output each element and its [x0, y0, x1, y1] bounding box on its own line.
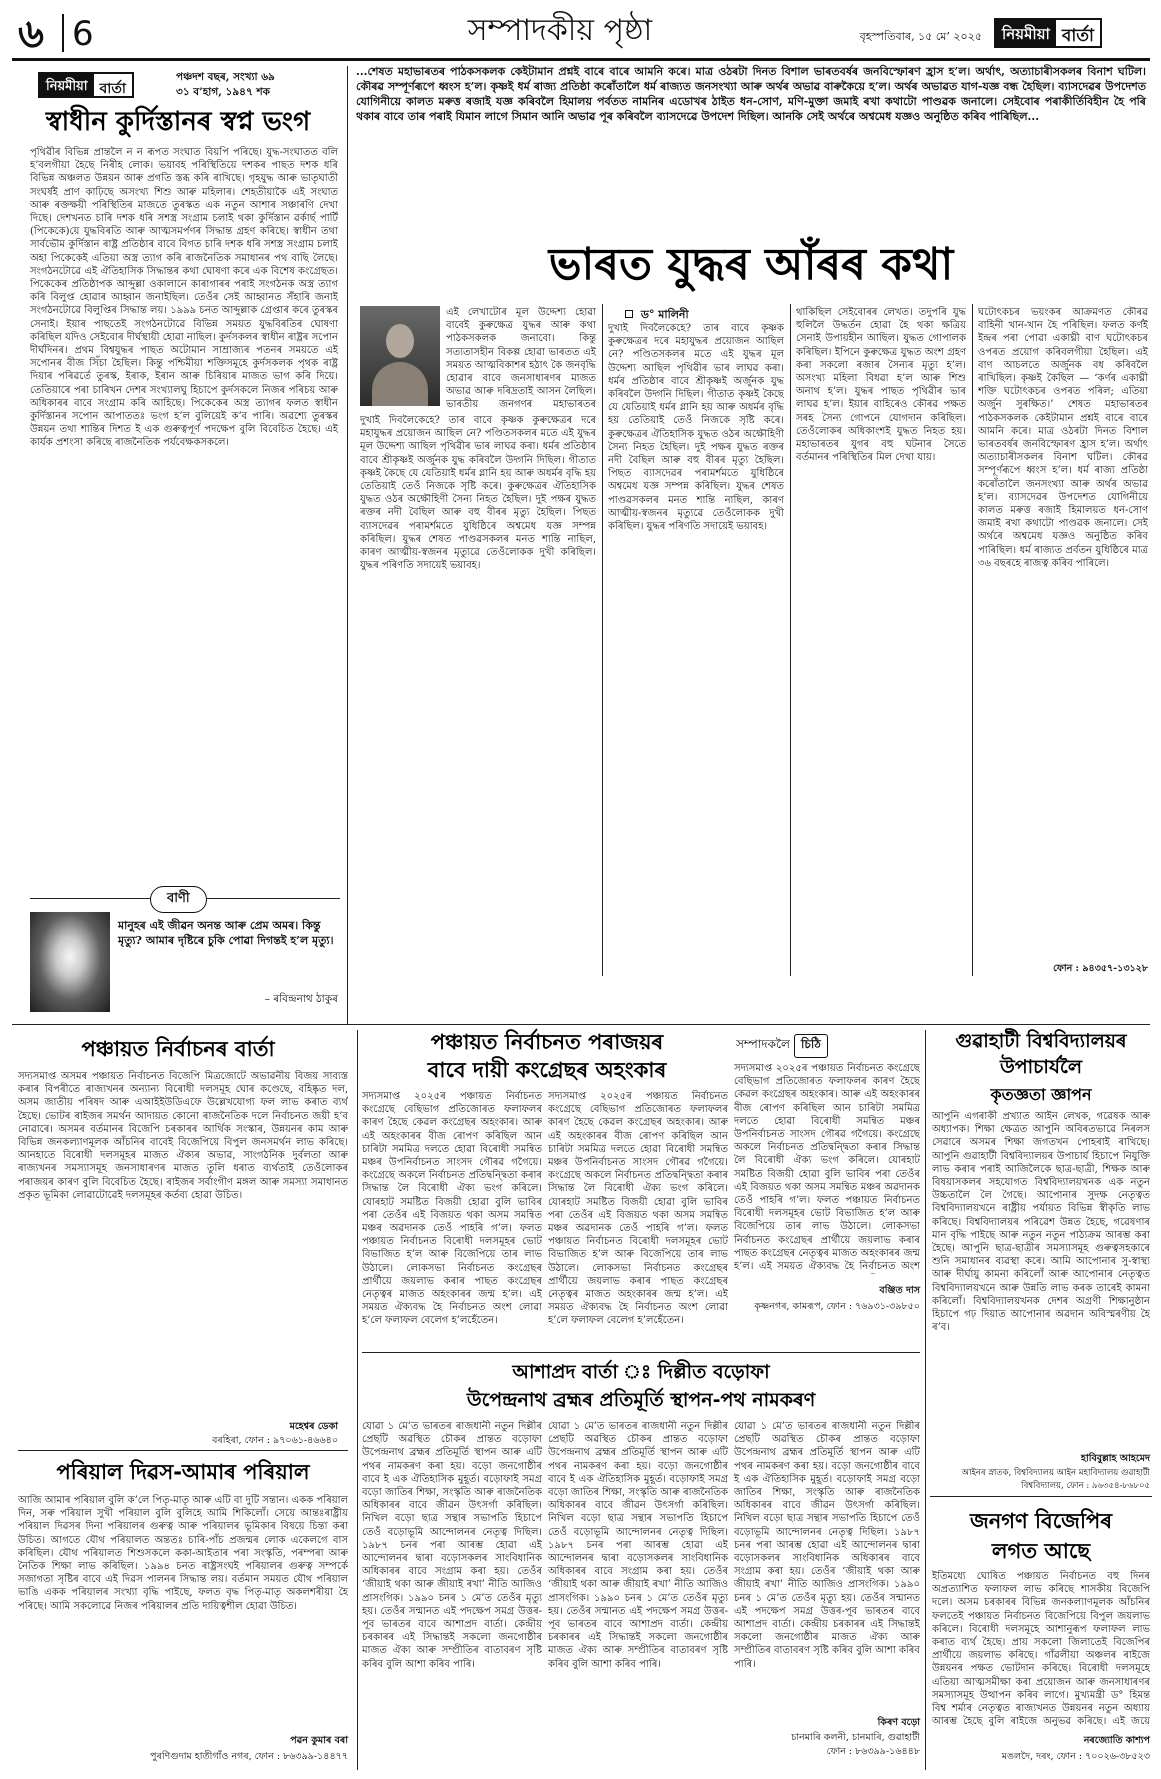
- gu-subtitle: কৃতজ্ঞতা জ্ঞাপন: [990, 1085, 1092, 1104]
- gu-bottom-rule: [930, 1496, 1152, 1497]
- left-news-title: পঞ্চায়ত নিৰ্বাচনৰ বাৰ্তা: [81, 1037, 275, 1061]
- congress-place: কৃষ্ণনগৰ, কামৰূপ, ফোন : ৭৬৯৩১-৩৯৮৫০: [754, 1301, 920, 1312]
- congress-body-col3: [734, 1062, 920, 1274]
- column-rule-bottom-1: [357, 1030, 358, 1770]
- bodofa-body-text-2: যোৱা ১ মে’ত ভাৰতৰ ৰাজধানী নতুন দিল্লীৰ প্ৰেছটি অৱস্থিত চৌকৰ প্ৰান্তত বড়োফা উপেন্দ্ৰনাথ ব্ৰহ্মৰ প্ৰতিমূৰ্তি স্থাপন আৰু এটি পথৰ নামকৰণ কৰা হয়। বড়ো জনগোষ্ঠীৰ বাবে ই এক ঐতিহাসিক মুহূৰ্ত। বড়োফাই সমগ্ৰ বড়ো জাতিৰ শিক্ষা, সংস্কৃতি আৰু ৰাজনৈতিক অধিকাৰৰ বাবে জীৱন উৎসৰ্গা কৰিছিল। নিখিল বড়ো ছাত্ৰ সন্থাৰ সভাপতি হিচাপে তেওঁ বড়োভূমি আন্দোলনৰ নেতৃত্ব দিছিল। ১৯৮৭ চনৰ পৰা আৰম্ভ হোৱা এই আন্দোলনৰ দ্বাৰা বড়োসকলৰ সাংবিধানিক অধিকাৰৰ বাবে সংগ্ৰাম কৰা হয়। তেওঁৰ ‘জীয়াই থকা আৰু জীয়াই ৰখা’ নীতি আজিও প্ৰাসংগিক। ১৯৯০ চনৰ ১ মে’ত তেওঁৰ মৃত্যু হয়। তেওঁৰ সন্মানত এই পদক্ষেপ সমগ্ৰ উত্তৰ-পূব ভাৰতৰ বাবে আশাপ্ৰদ বাৰ্তা। কেন্দ্ৰীয় চৰকাৰৰ এই সিদ্ধান্তই সকলো জনগোষ্ঠীৰ মাজত ঐক্য আৰু সম্প্ৰীতিৰ বাতাবৰণ সৃষ্টি কৰিব বুলি আশা কৰিব পাৰি।: [548, 1421, 728, 1670]
- feature-author: ড° মালিনী: [640, 308, 689, 321]
- congress-title: [362, 1028, 732, 1084]
- feature-body-a2-text: দুখাই দিবলৈকেহে? তাৰ বাবে কৃষ্ণক কুৰুক্ষেত্ৰৰ দৰে মহাযুদ্ধৰ প্ৰয়োজন আছিল নে? পণ্ডিতসকলৰ মতে এই যুদ্ধৰ মূল উদ্দেশ্য আছিল পৃথিৱীৰ ভাৰ লাঘৱ কৰা। ধৰ্মৰ প্ৰতিষ্ঠাৰ বাবে শ্ৰীকৃষ্ণই অৰ্জুনক যুদ্ধ কৰিবলৈ উদ্গনি দিছিল। গীতাত কৃষ্ণই কৈছে যে যেতিয়াই ধৰ্মৰ গ্লানি হয় আৰু অধৰ্মৰ বৃদ্ধি হয় তেতিয়াই তেওঁ নিজকে সৃষ্টি কৰে। কুৰুক্ষেত্ৰৰ ঐতিহাসিক যুদ্ধত ওঠৰ অক্ষৌহিণী সৈন্য নিহত হৈছিল। দুই পক্ষৰ যুদ্ধত ৰক্তৰ নদী বৈছিল আৰু বহু বীৰৰ মৃত্যু হৈছিল। পিছত ব্যাসদেৱৰ পৰামৰ্শমতে যুধিষ্ঠিৰে অশ্বমেধ যজ্ঞ সম্পন্ন কৰিছিল। যুদ্ধৰ শেষত পাণ্ডৱসকলৰ মনত শান্তি নাছিল, কাৰণ আত্মীয়-স্বজনৰ মৃত্যুৱে তেওঁলোকক দুখী কৰিছিল। যুদ্ধৰ পৰিণতি সদায়েই ভয়াবহ।: [360, 415, 596, 572]
- bodofa-title: [362, 1358, 920, 1414]
- gu-byline: হাবিবুল্লাহ আহমেদ: [1080, 1453, 1150, 1464]
- bodofa-title-line2: উপেন্দ্ৰনাথ ব্ৰহ্মৰ প্ৰতিমূৰ্তি স্থাপন-পথ নামকৰণ: [466, 1389, 816, 1411]
- left-news-place: বৰহিৰা, ফোন : ৯৭০৬১-৪৬৬৪০: [212, 1435, 338, 1446]
- bjp-body: ইতিমধ্যে ঘোষিত পঞ্চায়ত নিৰ্বাচনত বহু দিনৰ অপ্ৰত্যাশিত ফলাফল লাভ কৰিছে শাসকীয় বিজেপি দলে। অসম চৰকাৰৰ বিভিন্ন জনকল্যাণমূলক আঁচনিৰ ফলতেই পঞ্চায়ত নিৰ্বাচনত বিজেপিয়ে বিপুল জয়লাভ কৰিলে। বিৰোধী দলসমূহে আশানুৰূপ ফলাফল লাভ কৰাত ব্যৰ্থ হৈছে। প্ৰায় সকলো জিলাতেই বিজেপিৰ প্ৰাৰ্থীয়ে জয়লাভ কৰিছে। গাঁৱলীয়া অঞ্চলৰ ৰাইজে উন্নয়নৰ পক্ষত ভোটদান কৰিছে। বিৰোধী দলসমূহে এতিয়া আত্মসমীক্ষা কৰা প্ৰয়োজন আৰু জনসাধাৰণৰ সমস্যাসমূহ উত্থাপন কৰিব লাগে। মুখ্যমন্ত্ৰী ড° হিমন্ত বিশ্ব শৰ্মাৰ নেতৃত্বত ৰাজ্যখনত উন্নয়নৰ নতুন অধ্যায় আৰম্ভ হৈছে বুলি ৰাইজে অনুভৱ কৰিছে। এই জয়ে: [932, 1571, 1150, 1728]
- congress-body-text-1: সদ্যসমাপ্ত ২০২৫ৰ পঞ্চায়ত নিৰ্বাচনত কংগ্ৰেছে বেছিভাগ প্ৰতিজোৰত ফলাফলৰ কাৰণ হৈছে কেৱল কংগ্ৰেছৰ অহংকাৰ। আৰু এই অহংকাৰৰ বীজ ৰোপণ কৰিছিল আন চাৰিটা সমমিত্ৰ দলতে হোৱা বিৰোধী সমন্বিত মঞ্চৰ উপনিৰ্বাচনত সাংসদ গৌৰৱ গগৈয়ে। কংগ্ৰেছে অকলে নিৰ্বাচনত প্ৰতিদ্বন্দ্বিতা কৰাৰ সিদ্ধান্ত লৈ বিৰোধী ঐক্য ভংগ কৰিলে। যোৰহাট সমষ্টিত বিজয়ী হোৱা বুলি ভাবিৰ পৰা তেওঁৰ এই বিজয়ত থকা অসম সমন্বিত মঞ্চৰ অৱদানক তেওঁ পাহৰি গ’ল। ফলত পঞ্চায়ত নিৰ্বাচনত বিৰোধী দলসমূহৰ ভোট বিভাজিত হ’ল আৰু বিজেপিয়ে তাৰ লাভ উঠালে। লোকসভা নিৰ্বাচনত কংগ্ৰেছৰ প্ৰাৰ্থীয়ে জয়লাভ কৰাৰ পাছত কংগ্ৰেছৰ নেতৃত্বৰ মাজত অহংকাৰৰ জন্ম হ’ল। এই সময়ত ঐক্যবদ্ধ হৈ নিৰ্বাচনত অংশ লোৱা হ’লে ফলাফল বেলেগ হ’লহেঁতেন।: [362, 1091, 542, 1327]
- quote-image: [30, 912, 110, 1012]
- bjp-byline: নৰজ্যোতি কাশ্যপ: [1083, 1735, 1150, 1746]
- bjp-title-line1: জনগণ বিজেপিৰ: [969, 1509, 1113, 1533]
- brand-logo: [994, 18, 1102, 48]
- author-photo: [360, 306, 440, 406]
- column-rule-bottom-2: [925, 1030, 926, 1770]
- letters-label: [736, 1034, 828, 1058]
- bjp-title: [930, 1506, 1152, 1566]
- feature-body-c: থাকিছিল সেইবোৰৰ লেখত। তদুপৰি যুদ্ধ হুলিলৈ উদ্ধৰ্তন হোৱা হৈ থকা ক্ষত্ৰিয় সেনাই উপায়হীন আছিল। যুদ্ধত গোপালক কৰিছিল। ইপিনে কুৰুক্ষেত্ৰ যুদ্ধত অংশ গ্ৰহণ কৰা সকলো ৰজাৰ সৈন্যৰ মৃত্যু হ’ল। অসংখ্য মহিলা বিধৱা হ’ল আৰু শিশু অনাথ হ’ল। যুদ্ধৰ পাছত পৃথিৱীৰ ভাৰ লাঘৱ হ’ল। ইয়াৰ বাহিৰেও কৌৰৱ পক্ষত সৰহ সৈন্য গোপনে যোগদান কৰিছিল। তেওঁলোকৰ অধিকাংশই যুদ্ধত নিহত হয়। মহাভাৰতৰ যুগৰ বহু ঘটনাৰ সৈতে বৰ্তমানৰ পৰিস্থিতিৰ মিল দেখা যায়।: [796, 307, 966, 464]
- bodofa-byline: কিৰণ বড়ো: [877, 1717, 920, 1728]
- author-photo-body: [372, 362, 428, 406]
- editorial-brand-logo: [38, 72, 134, 98]
- left-news-byline: মহেশ্বৰ ডেকা: [289, 1421, 338, 1432]
- brand-logo-part2: বাৰ্তা: [1056, 20, 1100, 46]
- feature-rule-3: [972, 304, 973, 976]
- feature-rule-1: [602, 304, 603, 976]
- gu-title: [930, 1028, 1152, 1080]
- bjp-place: মঙলদৈ, দৰং, ফোন : ৭০০২৬-৩৮৫২৩: [1001, 1751, 1150, 1762]
- author-photo-face: [386, 324, 414, 358]
- editorial-brand-part1: নিয়মীয়া: [40, 74, 94, 96]
- bodofa-body-text-3: যোৱা ১ মে’ত ভাৰতৰ ৰাজধানী নতুন দিল্লীৰ প্ৰেছটি অৱস্থিত চৌকৰ প্ৰান্তত বড়োফা উপেন্দ্ৰনাথ ব্ৰহ্মৰ প্ৰতিমূৰ্তি স্থাপন আৰু এটি পথৰ নামকৰণ কৰা হয়। বড়ো জনগোষ্ঠীৰ বাবে ই এক ঐতিহাসিক মুহূৰ্ত। বড়োফাই সমগ্ৰ বড়ো জাতিৰ শিক্ষা, সংস্কৃতি আৰু ৰাজনৈতিক অধিকাৰৰ বাবে জীৱন উৎসৰ্গা কৰিছিল। নিখিল বড়ো ছাত্ৰ সন্থাৰ সভাপতি হিচাপে তেওঁ বড়োভূমি আন্দোলনৰ নেতৃত্ব দিছিল। ১৯৮৭ চনৰ পৰা আৰম্ভ হোৱা এই আন্দোলনৰ দ্বাৰা বড়োসকলৰ সাংবিধানিক অধিকাৰৰ বাবে সংগ্ৰাম কৰা হয়। তেওঁৰ ‘জীয়াই থকা আৰু জীয়াই ৰখা’ নীতি আজিও প্ৰাসংগিক। ১৯৯০ চনৰ ১ মে’ত তেওঁৰ মৃত্যু হয়। তেওঁৰ সন্মানত এই পদক্ষেপ সমগ্ৰ উত্তৰ-পূব ভাৰতৰ বাবে আশাপ্ৰদ বাৰ্তা। কেন্দ্ৰীয় চৰকাৰৰ এই সিদ্ধান্তই সকলো জনগোষ্ঠীৰ মাজত ঐক্য আৰু সম্প্ৰীতিৰ বাতাবৰণ সৃষ্টি কৰিব বুলি আশা কৰিব পাৰি।: [734, 1421, 920, 1670]
- feature-body-d: ঘটোৎকচৰ ভয়ংকৰ আক্ৰমণত কৌৰৱ বাহিনী খান-খান হৈ পৰিছিল। ফলত কৰ্ণই ইন্দ্ৰৰ পৰা পোৱা একাঘ্নী বাণ ঘটোৎকচৰ ওপৰত প্ৰয়োগ কৰিবলগীয়া হৈছিল। এই বাণ আচলতে অৰ্জুনক বধ কৰিবলৈ ৰাখিছিল। কৃষ্ণই কৈছিল — ‘কৰ্ণৰ একাঘ্নী শক্তি ঘটোৎকচৰ ওপৰত পৰিল; এতিয়া অৰ্জুন সুৰক্ষিত।’ শেষত মহাভাৰতৰ পাঠকসকলক কেইটামান প্ৰশ্নই বাৰে বাৰে আমনি কৰে। মাত্ৰ ওঠৰটা দিনত বিশাল ভাৰতবৰ্ষৰ জনবিস্ফোৰণ হ্ৰাস হ’ল। অৰ্থাৎ অত্যাচাৰীসকলৰ বিনাশ ঘটিল। কৌৰৱ সম্পূৰ্ণৰূপে ধ্বংস হ’ল। ধৰ্ম ৰাজ্য প্ৰতিষ্ঠা কৰোঁতালৈ জনসংখ্যা আৰু অৰ্থৰ অভাৱ হ’ল। ব্যাসদেৱৰ উপদেশত যোগিনীয়ে কালত মৰুত্ত ৰজাই হিমালয়ত ধন-সোণ জমাই ৰখা কথাটো পাণ্ডৱক জনালে। সেই অৰ্থৰে অশ্বমেধ যজ্ঞও অনুষ্ঠিত কৰিব পাৰিছিল। ধৰ্ম ৰাজ্যত প্ৰৰ্বতন যুধিষ্ঠিৰে মাত্ৰ ৩৬ বছৰহে ৰাজত্ব কৰিব পাৰিলে।: [978, 307, 1148, 569]
- masthead-date: বৃহস্পতিবাৰ, ১৫ মে’ ২০২৫: [859, 30, 982, 43]
- gu-title-line1: গুৱাহাটী বিশ্ববিদ্যালয়ৰ: [955, 1030, 1127, 1052]
- masthead-rule: [12, 58, 1150, 61]
- editorial-title: স্বাধীন কুৰ্দিস্তানৰ স্বপ্ন ভংগ: [45, 107, 311, 137]
- gu-title-line2: উপাচাৰ্যলৈ: [999, 1056, 1083, 1078]
- volume-line1: পঞ্চদশ বছৰ, সংখ্যা ৬৯: [176, 71, 275, 83]
- family-place: পুৰণিগুদাম হাতীগাঁও নগৰ, ফোন : ৮৬৩৯৯-১৪৪৭৭: [150, 1751, 348, 1762]
- bodofa-body-col2: [548, 1420, 728, 1760]
- feature-body-a2: [360, 414, 596, 974]
- bodofa-body-col3: [734, 1420, 920, 1710]
- bodofa-title-line1: আশাপ্ৰদ বাৰ্তা ঃ দিল্লীত বড়োফা: [512, 1361, 770, 1383]
- bodofa-body-text-1: যোৱা ১ মে’ত ভাৰতৰ ৰাজধানী নতুন দিল্লীৰ প্ৰেছটি অৱস্থিত চৌকৰ প্ৰান্তত বড়োফা উপেন্দ্ৰনাথ ব্ৰহ্মৰ প্ৰতিমূৰ্তি স্থাপন আৰু এটি পথৰ নামকৰণ কৰা হয়। বড়ো জনগোষ্ঠীৰ বাবে ই এক ঐতিহাসিক মুহূৰ্ত। বড়োফাই সমগ্ৰ বড়ো জাতিৰ শিক্ষা, সংস্কৃতি আৰু ৰাজনৈতিক অধিকাৰৰ বাবে জীৱন উৎসৰ্গা কৰিছিল। নিখিল বড়ো ছাত্ৰ সন্থাৰ সভাপতি হিচাপে তেওঁ বড়োভূমি আন্দোলনৰ নেতৃত্ব দিছিল। ১৯৮৭ চনৰ পৰা আৰম্ভ হোৱা এই আন্দোলনৰ দ্বাৰা বড়োসকলৰ সাংবিধানিক অধিকাৰৰ বাবে সংগ্ৰাম কৰা হয়। তেওঁৰ ‘জীয়াই থকা আৰু জীয়াই ৰখা’ নীতি আজিও প্ৰাসংগিক। ১৯৯০ চনৰ ১ মে’ত তেওঁৰ মৃত্যু হয়। তেওঁৰ সন্মানত এই পদক্ষেপ সমগ্ৰ উত্তৰ-পূব ভাৰতৰ বাবে আশাপ্ৰদ বাৰ্তা। কেন্দ্ৰীয় চৰকাৰৰ এই সিদ্ধান্তই সকলো জনগোষ্ঠীৰ মাজত ঐক্য আৰু সম্প্ৰীতিৰ বাতাবৰণ সৃষ্টি কৰিব বুলি আশা কৰিব পাৰি।: [362, 1421, 542, 1670]
- family-body: আজি আমাৰ পৰিয়াল বুলি ক’লে পিতৃ-মাতৃ আৰু এটি বা দুটি সন্তান। একক পৰিয়াল দিন, সৰু পৰিয়াল সুখী পৰিয়াল বুলি বুলিহে আমি শিকিলোঁ। সেয়ে আন্তঃৰাষ্ট্ৰীয় পৰিয়াল দিৱসৰ দিনা পৰিয়ালৰ গুৰুত্ব আৰু পৰিয়ালৰ ভূমিকাৰ বিষয়ে চিন্তা কৰা উচিত। আগতে যৌথ পৰিয়ালত অন্ততঃ চাৰি-পাঁচ প্ৰজন্মৰ লোক একেলগে বাস কৰিছিল। যৌথ পৰিয়ালত শিশুসকলে ককা-আইতাৰ পৰা সংস্কৃতি, পৰম্পৰা আৰু নৈতিক শিক্ষা লাভ কৰিছিল। ১৯৯৪ চনত ৰাষ্ট্ৰসংঘই পৰিয়ালৰ গুৰুত্ব সম্পৰ্কে সজাগতা সৃষ্টিৰ বাবে এই দিৱস পালনৰ সিদ্ধান্ত লয়। বৰ্তমান সময়ত যৌথ পৰিয়াল ভাঙি একক পৰিয়ালৰ সংখ্যা বৃদ্ধি পাইছে, ফলত বৃদ্ধ পিতৃ-মাতৃ অকলশৰীয়া হৈ পৰিছে। আমি সকলোৱে নিজৰ পৰিয়ালৰ প্ৰতি দায়িত্বশীল হোৱা উচিত।: [18, 1495, 348, 1612]
- family-byline: পৱন কুমাৰ বৰা: [290, 1735, 348, 1746]
- section-title: সম্পাদকীয় পৃষ্ঠা: [467, 13, 653, 48]
- bjp-title-line2: লগত আছে: [991, 1539, 1091, 1563]
- feature-phone: ফোন : ৯৪৩৫৭-১৩১২৮: [1053, 963, 1148, 974]
- feature-intro: ...শেষত মহাভাৰতৰ পাঠকসকলক কেইটামান প্ৰশ্নই বাৰে বাৰে আমনি কৰে। মাত্ৰ ওঠৰটা দিনত বিশাল ভাৰতবৰ্ষৰ জনবিস্ফোৰণ হ্ৰাস হ’ল। অৰ্থাৎ, অত্যাচাৰীসকলৰ বিনাশ ঘটিল। কৌৰৱ সম্পূৰ্ণৰূপে ধ্বংস হ’ল। কৃষ্ণই ধৰ্ম ৰাজ্য প্ৰতিষ্ঠা কৰোঁতালৈ ধৰ্ম ৰাজ্যত জনসংখ্যা আৰু অৰ্থৰ অভাৱ বাৰুকৈয়ে হ’ল। অৰ্থৰ অভাৱত যাগ-যজ্ঞ বন্ধ হৈছিল। ব্যাসদেৱৰ উপদেশত যোগিনীয়ে কালত মৰুত্ত ৰজাই যজ্ঞ কৰিবলৈ হিমালয় পৰ্বতত নামনিৰ এডোখৰ ঠাইত ধন-সোণ, মণি-মুক্তা জমাই ৰখা কথাটো পাণ্ডৱক জনালে। সেইবোৰ পৰাকীৰ্তিবিহীন হৈ পৰি থকাৰ বাবে তাৰ পৰাই যিমান লাগে সিমান আনি অভাৱ পূৰ কৰিবলৈ ব্যাসদেৱে উপদেশ দিছিল। আনকি সেই অৰ্থৰে অশ্বমেধ যজ্ঞও অনুষ্ঠিত কৰিব পাৰিছিল...: [356, 65, 1146, 123]
- congress-title-line1: পঞ্চায়ত নিৰ্বাচনত পৰাজয়ৰ: [430, 1030, 664, 1054]
- editorial-body: পৃথিৱীৰ বিভিন্ন প্ৰান্তলৈ ন ন ৰূপত সংঘাত বিয়পি পৰিছে। যুদ্ধ-সংঘাতত বলি হ’বলগীয়া হৈছে নিৰীহ লোক। ভয়াবহ পৰিস্থিতিয়ে দশকৰ পাছত দশক ধৰি বিভিন্ন অঞ্চলত উন্নয়ন আৰু প্ৰগতি স্তব্ধ কৰি ৰাখিছে। গৃহযুদ্ধ আৰু ভাতৃঘাতী সংঘৰ্ষই প্ৰাণ কাঢ়িছে অসংখ্য শিশু আৰু মহিলাৰ। শেহতীয়াকৈ এই সংঘাত আৰু ৰক্তক্ষয়ী পৰিস্থিতিৰ মাজতে তুৰস্কত এক নতুন আশাৰ সঞ্চাৰণি দেখা দিছে। দেশখনত চাৰি দশক ধৰি সশস্ত্ৰ সংগ্ৰাম চলাই থকা কুৰ্দিস্তান ৱৰ্কাৰ্ছ পাৰ্টি (পিকেকে)য়ে যুদ্ধবিৰতি আৰু আত্মসমৰ্পণৰ সিদ্ধান্ত গ্ৰহণ কৰিছে। স্বাধীন তথা সাৰ্বভৌম কুৰ্দিস্তান ৰাষ্ট্ৰ প্ৰতিষ্ঠাৰ বাবে বিগত চাৰি দশক ধৰি সশস্ত্ৰ সংগ্ৰাম চলাই অহা পিকেকেই এতিয়া অস্ত্ৰ ত্যাগ কৰি ৰাজনৈতিক সমাধানৰ পথ বাছি লৈছে। সংগঠনটোৱে এই ঐতিহাসিক সিদ্ধান্তৰ কথা ঘোষণা কৰে এক বিশেষ কংগ্ৰেছত। পিকেকেৰ প্ৰতিষ্ঠাপক আব্দুল্লা ওকালানে কাৰাগাৰৰ পৰাই সংগঠনক অস্ত্ৰ ত্যাগ কৰি বিলুপ্ত হোৱাৰ আহ্বান জনাইছিল। তেওঁৰ সেই আহ্বানত সঁহাৰি জনাই সংগঠনটোৱে বিলুপ্তিৰ সিদ্ধান্ত লয়। ১৯৯৯ চনত আব্দুল্লাক গ্ৰেপ্তাৰ কৰে তুৰস্কৰ সেনাই। ইয়াৰ পাছতেই সংগঠনটোৱে বিভিন্ন সময়ত যুদ্ধবিৰতিৰ ঘোষণা কৰিছিল যদিও সেইবোৰ দীৰ্ঘস্থায়ী হোৱা নাছিল। কুৰ্দসকলৰ স্বাধীন ৰাষ্ট্ৰৰ সপোন দীৰ্ঘদিনৰ। প্ৰথম বিশ্বযুদ্ধৰ পাছত অটোমান সাম্ৰাজ্যৰ পতনৰ সময়তে এই সপোনৰ বীজ সিঁচা হৈছিল। কিন্তু পশ্চিমীয়া শক্তিসমূহে কুৰ্দসকলক পৃথক ৰাষ্ট্ৰ দিয়াৰ পৰিৱৰ্তে তুৰস্ক, ইৰাক, ইৰান আৰু চিৰিয়াৰ মাজত ভাগ কৰি দিয়ে। তেতিয়াৰে পৰা চাৰিখন দেশৰ সংখ্যালঘু হিচাপে কুৰ্দসকলে নিজৰ পৰিচয় আৰু অধিকাৰৰ বাবে সংগ্ৰাম কৰি আহিছে। পিকেকেৰ অস্ত্ৰ ত্যাগৰ ফলত স্বাধীন কুৰ্দিস্তানৰ সপোন আপাততঃ ভংগ হ’ল বুলিয়েই ক’ব পাৰি। অৱশ্যে তুৰস্কৰ উন্নয়ন তথা শান্তিৰ দিশত ই এক গুৰুত্বপূৰ্ণ পদক্ষেপ বুলি বিবেচিত হৈছে। এই কাৰ্যক প্ৰশংসা কৰিছে ৰাজনৈতিক পৰ্যবেক্ষকসকলে।: [30, 147, 338, 449]
- left-divider: [18, 1450, 348, 1451]
- page-number-assamese: ৬: [18, 11, 45, 57]
- congress-byline: বঞ্জিত দাস: [879, 1285, 920, 1296]
- page-number-divider: [62, 14, 64, 52]
- author-marker-icon: [625, 310, 633, 318]
- volume-info: [176, 70, 275, 100]
- column-rule-left: [347, 66, 348, 1024]
- brand-logo-part1: নিয়মীয়া: [996, 20, 1056, 46]
- gu-place2: বিশ্ববিদ্যালয়, ফোন : ৯৬৩৫৪-৮৬৮০৫: [1021, 1481, 1150, 1491]
- congress-body-col1: [362, 1090, 542, 1348]
- bodofa-place1: চানমাৰি কলনী, চানমাৰি, গুৱাহাটী: [791, 1732, 920, 1743]
- bodofa-top-rule: [362, 1352, 920, 1353]
- gu-body: আপুনি এগৰাকী প্ৰখ্যাত আইন লেখক, গৱেষক আৰু অধ্যাপক। শিক্ষা ক্ষেত্ৰত আপুনি অবিৰতভাৱে নিৰলস সেৱাৰে অসমৰ শিক্ষা জগতখন পোহৰাই ৰাখিছে। আপুনি গুৱাহাটী বিশ্ববিদ্যালয়ৰ উপাচাৰ্য হিচাপে নিযুক্তি লাভ কৰাৰ পৰাই আজিলৈকে ছাত্ৰ-ছাত্ৰী, শিক্ষক আৰু বিষয়াসকলৰ সহযোগত বিশ্ববিদ্যালয়খনক এক নতুন উচ্চতালৈ লৈ গৈছে। আপোনাৰ সুদক্ষ নেতৃত্বত বিশ্ববিদ্যালয়খনে ৰাষ্ট্ৰীয় পৰ্যায়ত বিভিন্ন স্বীকৃতি লাভ কৰিছে। বিশ্ববিদ্যালয়ৰ পৰিৱেশ উন্নত হৈছে, গৱেষণাৰ মান বৃদ্ধি পাইছে আৰু নতুন নতুন পাঠ্যক্ৰম আৰম্ভ কৰা হৈছে। আপুনি ছাত্ৰ-ছাত্ৰীৰ সমস্যাসমূহ গুৰুত্বসহকাৰে শুনি সমাধানৰ ব্যৱস্থা কৰে। আমি আপোনাৰ সু-স্বাস্থ্য আৰু দীৰ্ঘায়ু কামনা কৰিলোঁ আৰু আপোনাৰ নেতৃত্বত বিশ্ববিদ্যালয়খনে আৰু উন্নতি লাভ কৰক তাৰেই কামনা কৰিলোঁ। বিশ্ববিদ্যালয়খনক দেশৰ অগ্ৰণী শিক্ষানুষ্ঠান হিচাপে গঢ় দিয়াত আপোনাৰ অৱদান অবিস্মৰণীয় হৈ ৰ’ব।: [932, 1111, 1150, 1334]
- left-news-body: সদ্যসমাপ্ত অসমৰ পঞ্চায়ত নিৰ্বাচনত বিজেপি মিত্ৰজোটে অভাৱনীয় বিজয় সাব্যস্ত কৰাৰ বিপৰীতে ৰাজ্যখনৰ অন্যান্য বিৰোধী দলসমূহ ঘোৰ কণ্ডেছে, বহিষ্কৃত দল, অসম জাতীয় পৰিষদ আৰু এআইইউডিএফে উল্লেখযোগ্য ফল লাভ কৰাত ব্যৰ্থ হৈছে। ভোটৰ ৰাইজৰ সমৰ্থন আদায়ত কোনো ৰাজনৈতিক দলে নিৰ্বাচনত জয়ী হ’ব নোৱাৰে। অসমৰ বৰ্তমানৰ বিজেপি চৰকাৰৰ আৰ্থিক সংস্কাৰ, উন্নয়নৰ কাম আৰু বিভিন্ন জনকল্যাণমূলক আঁচনিৰ বাবেই বিজেপিয়ে বিপুল জনসমৰ্থন লাভ কৰিছে। আনহাতে বিৰোধী দলসমূহৰ মাজত ঐক্যৰ অভাৱ, সাংগঠনিক দুৰ্বলতা আৰু ৰাজ্যখনৰ সমস্যাসমূহ জনসাধাৰণৰ মাজত তুলি ধৰাত ব্যৰ্থতাই তেওঁলোকৰ পৰাজয়ৰ কাৰণ বুলি বিবেচিত হৈছে। ৰাইজৰ সৰ্বাংগীণ মঙ্গল আৰু সমস্যা সমাধানত প্ৰকৃত ভূমিকা লোৱাটোৱেই দলসমূহৰ কৰ্তব্য হোৱা উচিত।: [18, 1071, 348, 1201]
- feature-body-b: দুখাই দিবলৈকেহে? তাৰ বাবে কৃষ্ণক কুৰুক্ষেত্ৰৰ দৰে মহাযুদ্ধৰ প্ৰয়োজন আছিল নে? পণ্ডিতসকলৰ মতে এই যুদ্ধৰ মূল উদ্দেশ্য আছিল পৃথিৱীৰ ভাৰ লাঘৱ কৰা। ধৰ্মৰ প্ৰতিষ্ঠাৰ বাবে শ্ৰীকৃষ্ণই অৰ্জুনক যুদ্ধ কৰিবলৈ উদ্গনি দিছিল। গীতাত কৃষ্ণই কৈছে যে যেতিয়াই ধৰ্মৰ গ্লানি হয় আৰু অধৰ্মৰ বৃদ্ধি হয় তেতিয়াই তেওঁ নিজকে সৃষ্টি কৰে। কুৰুক্ষেত্ৰৰ ঐতিহাসিক যুদ্ধত ওঠৰ অক্ষৌহিণী সৈন্য নিহত হৈছিল। দুই পক্ষৰ যুদ্ধত ৰক্তৰ নদী বৈছিল আৰু বহু বীৰৰ মৃত্যু হৈছিল। পিছত ব্যাসদেৱৰ পৰামৰ্শমতে যুধিষ্ঠিৰে অশ্বমেধ যজ্ঞ সম্পন্ন কৰিছিল। যুদ্ধৰ শেষত পাণ্ডৱসকলৰ মনত শান্তি নাছিল, কাৰণ আত্মীয়-স্বজনৰ মৃত্যুৱে তেওঁলোকক দুখী কৰিছিল। যুদ্ধৰ পৰিণতি সদায়েই ভয়াবহ।: [608, 323, 784, 533]
- page-number-en: 6: [72, 14, 94, 54]
- congress-title-line2: বাবে দায়ী কংগ্ৰেছৰ অহংকাৰ: [427, 1058, 667, 1082]
- editorial-brand-part2: বাৰ্তা: [94, 74, 132, 96]
- letters-label-prefix: সম্পাদকলৈ: [736, 1037, 790, 1051]
- family-title: পৰিয়াল দিৱস-আমাৰ পৰিয়াল: [56, 1460, 310, 1484]
- quote-label: বাণী: [150, 886, 207, 913]
- bodofa-body-col1: [362, 1420, 542, 1760]
- congress-body-text-2: সদ্যসমাপ্ত ২০২৫ৰ পঞ্চায়ত নিৰ্বাচনত কংগ্ৰেছে বেছিভাগ প্ৰতিজোৰত ফলাফলৰ কাৰণ হৈছে কেৱল কংগ্ৰেছৰ অহংকাৰ। আৰু এই অহংকাৰৰ বীজ ৰোপণ কৰিছিল আন চাৰিটা সমমিত্ৰ দলতে হোৱা বিৰোধী সমন্বিত মঞ্চৰ উপনিৰ্বাচনত সাংসদ গৌৰৱ গগৈয়ে। কংগ্ৰেছে অকলে নিৰ্বাচনত প্ৰতিদ্বন্দ্বিতা কৰাৰ সিদ্ধান্ত লৈ বিৰোধী ঐক্য ভংগ কৰিলে। যোৰহাট সমষ্টিত বিজয়ী হোৱা বুলি ভাবিৰ পৰা তেওঁৰ এই বিজয়ত থকা অসম সমন্বিত মঞ্চৰ অৱদানক তেওঁ পাহৰি গ’ল। ফলত পঞ্চায়ত নিৰ্বাচনত বিৰোধী দলসমূহৰ ভোট বিভাজিত হ’ল আৰু বিজেপিয়ে তাৰ লাভ উঠালে। লোকসভা নিৰ্বাচনত কংগ্ৰেছৰ প্ৰাৰ্থীয়ে জয়লাভ কৰাৰ পাছত কংগ্ৰেছৰ নেতৃত্বৰ মাজত অহংকাৰৰ জন্ম হ’ল। এই সময়ত ঐক্যবদ্ধ হৈ নিৰ্বাচনত অংশ লোৱা হ’লে ফলাফল বেলেগ হ’লহেঁতেন।: [548, 1091, 728, 1327]
- page-number: [18, 12, 44, 56]
- quote-text: মানুহৰ এই জীৱন অনন্ত আৰু প্ৰেম অমৰ। কিন্তু মৃত্যু? আমাৰ দৃষ্টিৰে চুকি পোৱা দিগন্তই হ’ল মৃত্যু।: [118, 919, 334, 947]
- congress-body-col2: [548, 1090, 728, 1348]
- feature-title: ভাৰত যুদ্ধৰ আঁৰৰ কথা: [548, 239, 954, 290]
- feature-rule-2: [790, 304, 791, 976]
- volume-line2: ৩১ ব’হাগ, ১৯৪৭ শক: [176, 86, 271, 98]
- feature-body-a: এই লেখাটোৰ মূল উদ্দেশ্য হোৱা বাবেই কুৰুক্ষেত্ৰ যুদ্ধৰ আৰু কথা পাঠকসকলক জনাবো। কিন্তু সত্যতাসহীন বিকল্প হোৱা ভাৰতত এই সময়ত আত্মবিকাশৰ হঠাৎ কৈ জনবৃদ্ধি হোৱাৰ বাবে জনসাধাৰণৰ মাজত অভাৱ আৰু দৰিদ্ৰতাই আসন লৈছিল। ভাৰতীয় জনগণৰ মহাভাৰতৰ: [446, 307, 596, 410]
- letters-label-box: চিঠি: [794, 1034, 828, 1058]
- bodofa-place2: ফোন : ৮৬৩৯৯-১৬৪৪৮: [826, 1746, 920, 1757]
- gu-place1: আইনৰ স্নাতক, বিশ্ববিদ্যালয় আইন মহাবিদ্যালয় গুৱাহাটী: [961, 1468, 1150, 1478]
- mid-rule: [12, 1024, 1150, 1025]
- quote-author: – ৰবিন্দ্ৰনাথ ঠাকুৰ: [264, 993, 338, 1005]
- congress-body-text-3: সদ্যসমাপ্ত ২০২৫ৰ পঞ্চায়ত নিৰ্বাচনত কংগ্ৰেছে বেছিভাগ প্ৰতিজোৰত ফলাফলৰ কাৰণ হৈছে কেৱল কংগ্ৰেছৰ অহংকাৰ। আৰু এই অহংকাৰৰ বীজ ৰোপণ কৰিছিল আন চাৰিটা সমমিত্ৰ দলতে হোৱা বিৰোধী সমন্বিত মঞ্চৰ উপনিৰ্বাচনত সাংসদ গৌৰৱ গগৈয়ে। কংগ্ৰেছে অকলে নিৰ্বাচনত প্ৰতিদ্বন্দ্বিতা কৰাৰ সিদ্ধান্ত লৈ বিৰোধী ঐক্য ভংগ কৰিলে। যোৰহাট সমষ্টিত বিজয়ী হোৱা বুলি ভাবিৰ পৰা তেওঁৰ এই বিজয়ত থকা অসম সমন্বিত মঞ্চৰ অৱদানক তেওঁ পাহৰি গ’ল। ফলত পঞ্চায়ত নিৰ্বাচনত বিৰোধী দলসমূহৰ ভোট বিভাজিত হ’ল আৰু বিজেপিয়ে তাৰ লাভ উঠালে। লোকসভা নিৰ্বাচনত কংগ্ৰেছৰ প্ৰাৰ্থীয়ে জয়লাভ কৰাৰ পাছত কংগ্ৰেছৰ নেতৃত্বৰ মাজত অহংকাৰৰ জন্ম হ’ল। এই সময়ত ঐক্যবদ্ধ হৈ নিৰ্বাচনত অংশ: [734, 1063, 920, 1273]
